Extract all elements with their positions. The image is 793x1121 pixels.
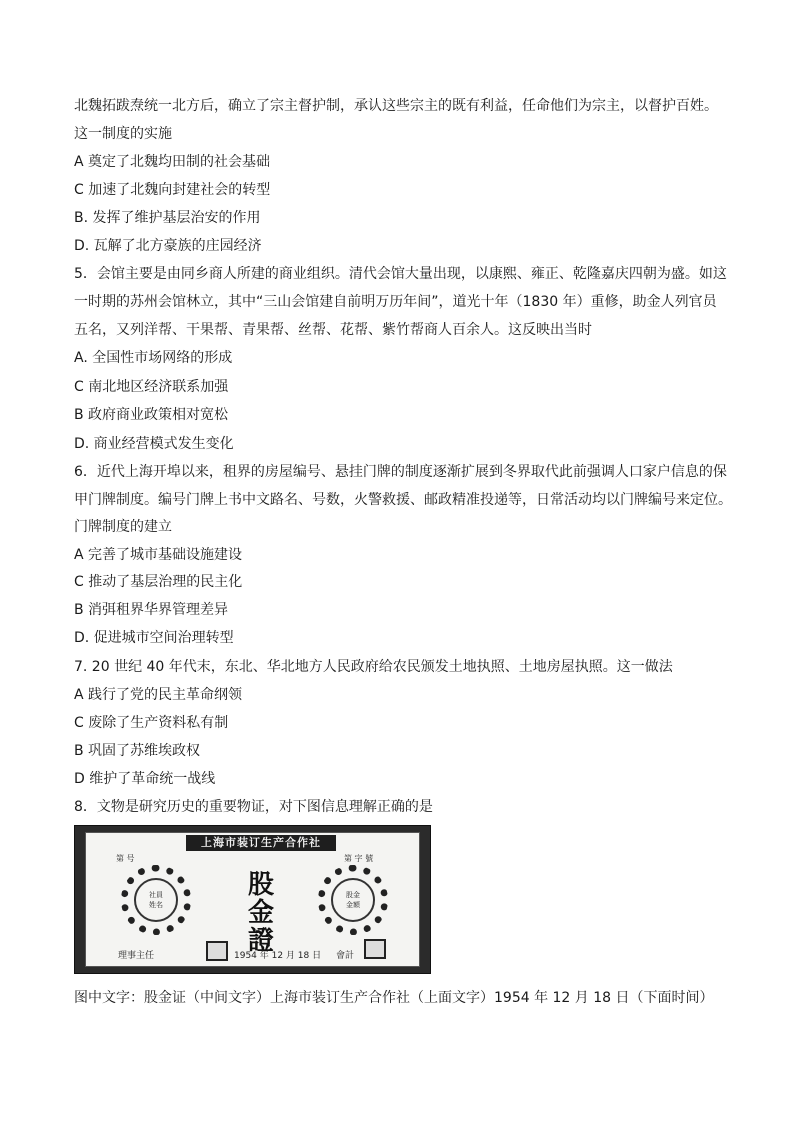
certificate-top-right: 第 字 號 <box>344 854 374 863</box>
q7-option-a: A 践行了党的民主革命纲领 <box>74 687 243 703</box>
q7-stem-line1: 7. 20 世纪 40 年代末，东北、华北地方人民政府给农民颁发土地执照、土地房屋执照。这一做法 <box>74 659 673 675</box>
q4-option-b: B. 发挥了维护基层治安的作用 <box>74 210 261 226</box>
q6-option-b: B 消弭租界华界管理差异 <box>74 602 229 618</box>
q6-stem-line3: 门牌制度的建立 <box>74 519 172 535</box>
right-seal-line1: 股金 <box>346 891 360 899</box>
right-gear-seal-icon <box>318 865 388 935</box>
stamp-mark-right <box>364 939 386 959</box>
certificate-bottom-right: 會計 <box>336 951 355 961</box>
certificate-paper <box>85 832 420 967</box>
q6-option-a: A 完善了城市基础设施建设 <box>74 547 243 563</box>
right-seal-line2: 金額 <box>346 901 360 909</box>
q7-option-b: B 巩固了苏维埃政权 <box>74 743 201 759</box>
q8-stem-line1: 8．文物是研究历史的重要物证，对下图信息理解正确的是 <box>74 799 433 815</box>
q5-stem-line2: 一时期的苏州会馆林立，其中“三山会馆建自前明万历年间”，道光十年（1830 年）重修，助金人列官员 <box>74 294 717 310</box>
certificate-date: 1954 年 12 月 18 日 <box>234 951 322 961</box>
left-gear-seal-icon <box>121 865 191 935</box>
q4-option-c: C 加速了北魏向封建社会的转型 <box>74 182 271 198</box>
q5-option-b: B 政府商业政策相对宽松 <box>74 407 229 423</box>
q5-option-d: D. 商业经营模式发生变化 <box>74 436 234 452</box>
q5-option-c: C 南北地区经济联系加强 <box>74 379 229 395</box>
q6-option-c: C 推动了基层治理的民主化 <box>74 574 243 590</box>
share-certificate-image <box>74 825 431 974</box>
stamp-mark-left <box>206 941 228 961</box>
q4-stem-line1: 北魏拓跋焘统一北方后，确立了宗主督护制，承认这些宗主的既有利益，任命他们为宗主，以督护百姓。 <box>74 98 718 114</box>
q7-option-d: D 维护了革命统一战线 <box>74 771 216 787</box>
q6-stem-line1: 6．近代上海开埠以来，租界的房屋编号、悬挂门牌的制度逐渐扩展到冬界取代此前强调人口家户信息的保 <box>74 464 727 480</box>
q4-option-a: A 奠定了北魏均田制的社会基础 <box>74 154 271 170</box>
q5-option-a: A. 全国性市场网络的形成 <box>74 350 233 366</box>
certificate-title: 股金證 <box>247 870 274 956</box>
left-seal-line1: 社員 <box>149 891 163 899</box>
q4-stem-line2: 这一制度的实施 <box>74 126 172 142</box>
q7-option-c: C 废除了生产资料私有制 <box>74 715 229 731</box>
q6-option-d: D. 促进城市空间治理转型 <box>74 630 234 646</box>
q5-stem-line3: 五名，又列洋帮、干果帮、青果帮、丝帮、花帮、紫竹帮商人百余人。这反映出当时 <box>74 322 592 338</box>
left-seal-line2: 姓名 <box>149 901 163 909</box>
q5-stem-line1: 5．会馆主要是由同乡商人所建的商业组织。清代会馆大量出现，以康熙、雍正、乾隆嘉庆四朝为盛。如这 <box>74 266 727 282</box>
q4-option-d: D. 瓦解了北方豪族的庄园经济 <box>74 238 262 254</box>
q6-stem-line2: 甲门牌制度。编号门牌上书中文路名、号数，火警救援、邮政精准投递等，日常活动均以门牌编号来定位。 <box>74 492 732 508</box>
certificate-banner: 上海市装订生产合作社 <box>186 835 336 851</box>
figure-caption: 图中文字：股金证（中间文字）上海市装订生产合作社（上面文字）1954 年 12 月 18 日（下面时间） <box>74 990 714 1006</box>
certificate-top-left: 第 号 <box>116 854 135 863</box>
certificate-bottom-left: 理事主任 <box>118 951 155 961</box>
